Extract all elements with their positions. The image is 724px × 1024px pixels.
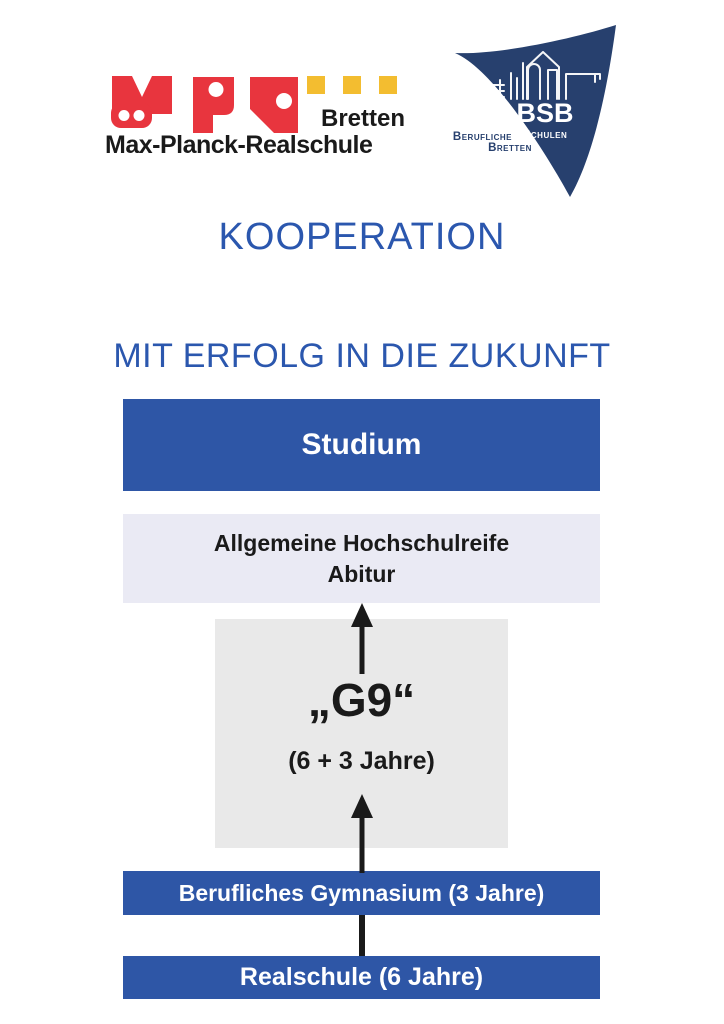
mpr-school-name: Max-Planck-Realschule [105,131,373,159]
bsb-logo [445,20,630,205]
bsb-acronym: BSB [516,98,574,128]
page-title: KOOPERATION [218,216,506,258]
page-subtitle: MIT ERFOLG IN DIE ZUKUNFT [113,337,611,375]
bsb-word-berufliche: Berufliche [452,131,512,143]
node-studium [123,399,600,491]
abitur-line1: Allgemeine Hochschulreife [213,529,510,556]
g9-title: „G9“ [307,674,416,726]
bsb-word-bretten: Bretten [488,142,532,154]
arrow-up-icon [346,602,378,674]
bsb-word-schulen: Schulen [522,129,568,141]
connector-line [359,910,365,960]
mpr-city-label: Bretten [320,105,405,132]
abitur-line2: Abitur [327,560,396,587]
node-realschule [123,956,600,999]
node-abitur [123,514,600,603]
mpr-logo [105,60,407,162]
node-berufliches-gymnasium [123,871,600,915]
realschule-label: Realschule (6 Jahre) [239,963,484,991]
g9-duration: (6 + 3 Jahre) [288,747,435,775]
arrow-up-icon [346,793,378,873]
studium-label: Studium [301,428,422,461]
berufliches-gymnasium-label: Berufliches Gymnasium (3 Jahre) [178,879,545,906]
